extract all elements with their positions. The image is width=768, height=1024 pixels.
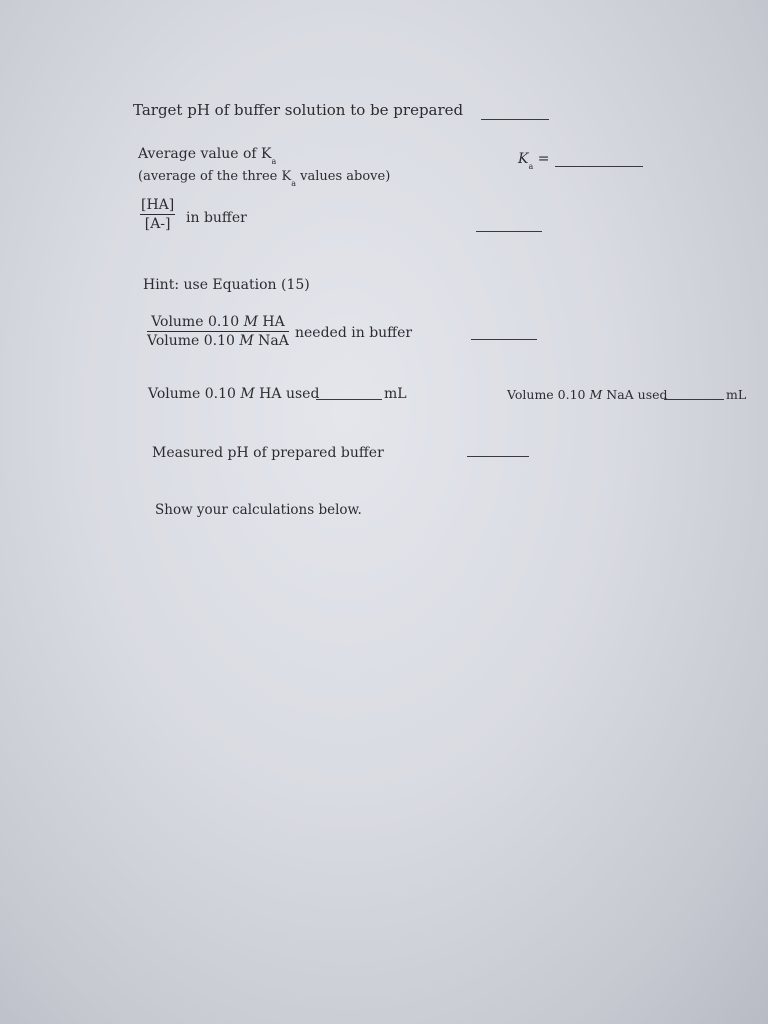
volume-ha-unit: mL [384,386,407,402]
measured-ph-blank[interactable] [467,456,529,457]
volume-naa-unit: mL [726,387,747,402]
ratio-denominator: [A-] [144,216,171,232]
ratio-suffix: in buffer [186,210,247,226]
volume-naa-blank[interactable] [664,399,724,400]
avg-ka-label-line1: Average value of $K_a$ [138,146,277,166]
ha-a-ratio-fraction [140,197,175,232]
ka-answer-label: $K_a$ = [518,151,550,171]
volume-naa-label: Volume 0.10 M NaA used [507,387,668,402]
hint-text: Hint: use Equation (15) [143,277,310,293]
ratio-numerator: [HA] [141,197,175,213]
target-ph-blank[interactable] [481,119,549,120]
volume-ratio-blank[interactable] [471,339,537,340]
ka-answer-blank[interactable] [555,166,643,167]
measured-ph-label: Measured pH of prepared buffer [152,445,384,461]
volume-ha-label: Volume 0.10 M HA used [148,386,320,402]
volume-ratio-numerator: Volume 0.10 M HA [147,314,289,332]
volume-ha-blank[interactable] [316,399,382,400]
volume-ratio-suffix: needed in buffer [295,325,413,341]
volume-ratio-denominator: Volume 0.10 M NaA [147,333,289,349]
volume-ratio-fraction [147,314,289,349]
calculations-area[interactable] [140,535,740,975]
avg-ka-label-line2: (average of the three $K_a$ values above) [138,169,391,188]
ratio-answer-blank[interactable] [476,231,542,232]
target-ph-label: Target pH of buffer solution to be prepared [133,101,464,119]
calculations-label: Show your calculations below. [155,502,362,518]
